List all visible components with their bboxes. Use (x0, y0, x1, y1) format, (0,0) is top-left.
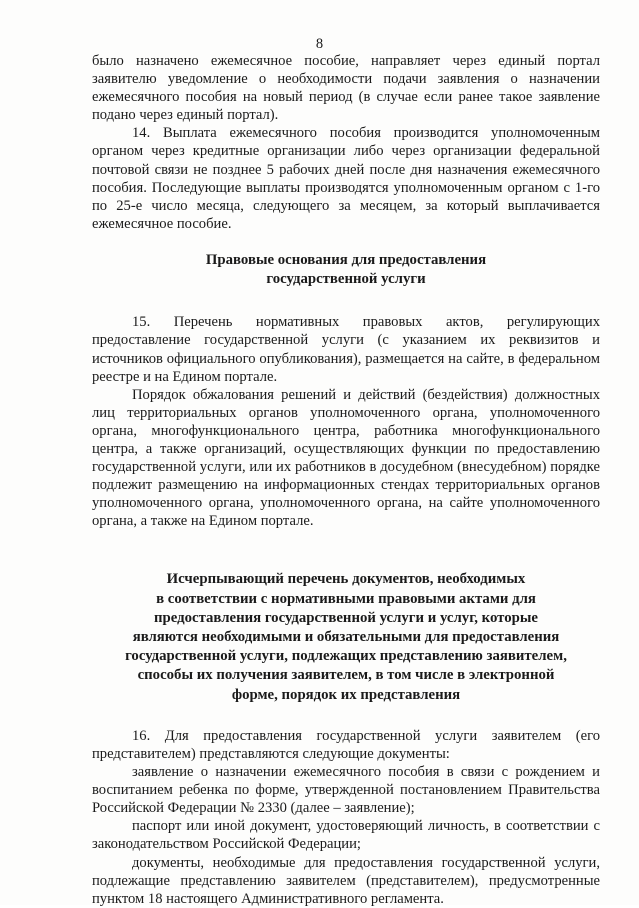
heading-line: являются необходимыми и обязательными для предоставления (132, 629, 560, 646)
heading-line: в соответствии с нормативными правовыми актами для (156, 590, 536, 607)
heading-line: Исчерпывающий перечень документов, необходимых (166, 571, 526, 588)
spacer (92, 530, 600, 570)
section-heading-documents (92, 570, 600, 704)
list-item-application: заявление о назначении ежемесячного пособия в связи с рождением и воспитанием ребенка по форме, утвержденной постановлением Правительства Российской Федерации № 2330 (далее – заявление); (92, 764, 600, 817)
paragraph-15: 15. Перечень нормативных правовых актов, регулирующих предоставление государственной услуги (с указанием их реквизитов и источников официального опубликования), размещается на сайте, в федеральном реестре и на Едином портале. (92, 314, 600, 385)
heading-line: предоставления государственной услуги и услуг, которые (153, 609, 538, 626)
heading-line: государственной услуги (266, 271, 426, 288)
section-heading-legal-basis (92, 251, 600, 289)
heading-line: способы их получения заявителем, в том числе в электронной (137, 667, 555, 684)
list-item-passport: паспорт или иной документ, удостоверяющий личность, в соответствии с законодательством Российской Федерации; (92, 818, 600, 853)
heading-line: государственной услуги, подлежащих представлению заявителем, (125, 648, 567, 665)
spacer (92, 233, 600, 251)
list-item-documents: документы, необходимые для предоставления государственной услуги, подлежащие представлению заявителем (представителем), предусмотренные пунктом 18 настоящего Административного регламента. (92, 854, 600, 907)
spacer (92, 289, 600, 313)
page-content (92, 52, 600, 908)
paragraph-appeal-procedure: Порядок обжалования решений и действий (бездействия) должностных лиц территориальных органов уполномоченного органа, уполномоченного органа, многофункционального центра, работника многофункционального центра, а также организаций, осуществляющих функции по предоставлению государственной услуги, или их работников в досудебном (внесудебном) порядке подлежит размещению на информационных стендах территориальных органов уполномоченного органа, уполномоченного органа, на сайте уполномоченного органа, а также на Едином портале. (92, 386, 600, 530)
paragraph-continuation: было назначено ежемесячное пособие, направляет через единый портал заявителю уведомление о необходимости подачи заявления о назначении ежемесячного пособия на новый период (в случае если ранее такое заявление подано через единый портал). (92, 53, 600, 124)
heading-line: Правовые основания для предоставления (205, 251, 487, 268)
page-number: 8 (315, 36, 324, 52)
paragraph-16: 16. Для предоставления государственной услуги заявителем (его представителем) представляются следующие документы: (92, 727, 600, 762)
spacer (92, 705, 600, 727)
paragraph-14: 14. Выплата ежемесячного пособия производится уполномоченным органом через кредитные организации либо через организации федеральной почтовой связи не позднее 5 рабочих дней после дня назначения ежемесячного пособия. Последующие выплаты производятся уполномоченным органом с 1-го по 25-е число месяца, следующего за месяцем, за который выплачивается ежемесячное пособие. (92, 125, 600, 232)
heading-line: форме, порядок их представления (231, 686, 461, 703)
